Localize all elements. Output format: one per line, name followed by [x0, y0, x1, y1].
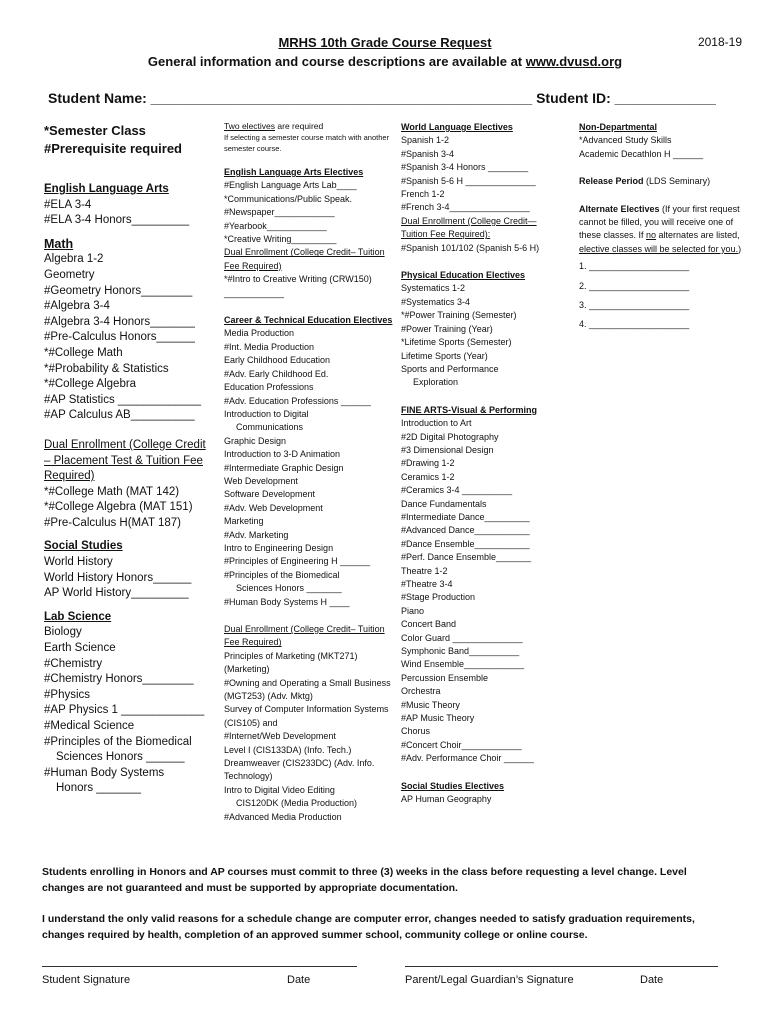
course-item[interactable]: #AP Physics 1 _____________: [44, 704, 205, 717]
world-language-dual-item[interactable]: #Spanish 101/102 (Spanish 5-6 H): [401, 242, 540, 253]
course-item[interactable]: Sports and Performance: [401, 363, 499, 374]
cte-list: [224, 327, 394, 609]
course-item[interactable]: Communications: [236, 422, 304, 433]
course-item[interactable]: Chorus: [401, 726, 431, 737]
student-date-label: Date: [287, 974, 311, 986]
course-item[interactable]: #Chemistry: [44, 657, 103, 670]
parent-signature-label: Parent/Legal Guardian’s Signature: [405, 974, 574, 986]
student-signature-label: Student Signature: [42, 974, 131, 986]
course-item[interactable]: #Adv. Education Professions ______: [224, 395, 371, 406]
student-info-line: [48, 90, 716, 106]
course-item[interactable]: #Principles of Engineering H ______: [224, 556, 371, 567]
course-item[interactable]: #2D Digital Photography: [401, 431, 499, 442]
electives-column-1: [224, 121, 394, 824]
non-departmental-column: [579, 121, 751, 338]
two-electives-heading: Two electives: [224, 121, 276, 131]
non-departmental-heading: Non-Departmental: [579, 122, 658, 132]
alternate-electives-note: [579, 203, 751, 257]
semester-match-note: If selecting a semester course match with another semester course.: [224, 133, 390, 153]
course-item[interactable]: *#College Algebra: [44, 378, 137, 391]
course-item[interactable]: #Human Body Systems H ____: [224, 596, 350, 607]
course-item[interactable]: #Adv. Marketing: [224, 529, 289, 540]
course-item[interactable]: Spanish 1-2: [401, 135, 450, 146]
course-item[interactable]: Piano: [401, 605, 425, 616]
course-item[interactable]: Symphonic Band__________: [401, 646, 520, 657]
course-item[interactable]: #Pre-Calculus H(MAT 187): [44, 516, 181, 529]
social-studies-electives-heading: Social Studies Electives: [401, 780, 505, 791]
student-name-field[interactable]: Student Name: _________________________________________________: [48, 90, 533, 106]
course-item[interactable]: #Advanced Media Production: [224, 811, 342, 822]
ela-electives-list: [224, 179, 394, 246]
course-item[interactable]: #English Language Arts Lab____: [224, 180, 357, 191]
course-item[interactable]: #AP Music Theory: [401, 713, 475, 724]
electives-column-2: [401, 121, 561, 807]
course-item[interactable]: Dreamweaver (CIS233DC) (Adv. Info. Technology): [224, 758, 375, 782]
core-courses-column: [44, 122, 214, 797]
course-item[interactable]: #Human Body Systems: [44, 766, 165, 779]
course-item[interactable]: #Newspaper____________: [224, 207, 335, 218]
pe-list: [401, 282, 561, 389]
math-list: [44, 252, 214, 424]
dual-enrollment-list: [44, 485, 214, 532]
course-item[interactable]: Dance Fundamentals: [401, 498, 487, 509]
course-item[interactable]: #Adv. Early Childhood Ed.: [224, 368, 329, 379]
lab-science-heading: Lab Science: [44, 610, 112, 623]
course-item[interactable]: ____________: [224, 287, 285, 298]
course-item[interactable]: #Spanish 5-6 H ______________: [401, 175, 536, 186]
course-item[interactable]: Ceramics 1-2: [401, 471, 455, 482]
world-language-heading: World Language Electives: [401, 122, 513, 132]
cte-dual-list: [224, 650, 394, 824]
course-item[interactable]: Percussion Ensemble: [401, 672, 489, 683]
course-item[interactable]: *#Power Training (Semester): [401, 310, 517, 321]
course-item[interactable]: Web Development: [224, 475, 298, 486]
ela-list: [44, 198, 214, 229]
course-item[interactable]: CIS120DK (Media Production): [236, 798, 358, 809]
legend-semester: *Semester Class: [44, 123, 146, 138]
course-item[interactable]: Education Professions: [224, 382, 314, 393]
alt-no: no: [646, 230, 657, 241]
alternate-elective-line[interactable]: 1. ____________________: [579, 261, 690, 272]
course-item[interactable]: *#College Algebra (MAT 151): [44, 501, 193, 514]
course-item[interactable]: *Lifetime Sports (Semester): [401, 337, 512, 348]
release-period[interactable]: [579, 175, 751, 188]
course-item[interactable]: Introduction to Digital: [224, 408, 309, 419]
fine-arts-list: [401, 417, 561, 766]
student-id-field[interactable]: Student ID: _____________: [532, 90, 716, 106]
two-electives-note: [224, 121, 394, 132]
course-item[interactable]: Algebra 1-2: [44, 253, 104, 266]
honors-notice: Students enrolling in Honors and AP courses must commit to three (3) weeks in the class before requesting a level change. Level changes are not guaranteed and must be supported by appropriate documentation.: [42, 866, 687, 894]
pe-heading: Physical Education Electives: [401, 270, 526, 281]
alt-text-2: alternates are listed,: [656, 230, 740, 241]
parent-date-label: Date: [640, 974, 664, 986]
cte-dual-heading: Dual Enrollment (College Credit– Tuition Fee Required): [224, 624, 385, 648]
course-item[interactable]: *#College Math (MAT 142): [44, 485, 180, 498]
course-item[interactable]: #Intermediate Graphic Design: [224, 462, 344, 473]
course-item[interactable]: Geometry: [44, 268, 95, 281]
world-language-dual-heading: Dual Enrollment (College Credit— Tuition Fee Required):: [401, 215, 537, 240]
course-item[interactable]: #Power Training (Year): [401, 323, 493, 334]
school-year: 2018-19: [697, 35, 742, 49]
course-item[interactable]: Earth Science: [44, 642, 116, 655]
course-item[interactable]: #Medical Science: [44, 720, 135, 732]
course-item[interactable]: #Pre-Calculus Honors______: [44, 331, 195, 344]
cte-heading: Career & Technical Education Electives: [224, 315, 393, 326]
alt-text-3: elective classes will be selected for you.: [579, 243, 739, 254]
course-item[interactable]: #AP Statistics _____________: [44, 393, 202, 406]
course-item[interactable]: #ELA 3-4 Honors_________: [44, 214, 190, 227]
release-period-label: Release Period: [579, 176, 644, 187]
course-item[interactable]: #Systematics 3-4: [401, 296, 471, 307]
course-item[interactable]: Theatre 1-2: [401, 565, 448, 576]
course-item[interactable]: #Stage Production: [401, 592, 476, 603]
course-item[interactable]: #AP Calculus AB__________: [44, 409, 195, 422]
course-item[interactable]: *Creative Writing_________: [224, 234, 337, 245]
course-item[interactable]: #ELA 3-4: [44, 198, 92, 211]
math-heading: Math: [44, 236, 74, 251]
ela-dual-list: [224, 273, 394, 300]
course-item[interactable]: #Theatre 3-4: [401, 579, 453, 589]
course-item[interactable]: Concert Band: [401, 619, 457, 630]
course-item[interactable]: *#College Math: [44, 346, 123, 359]
course-item[interactable]: Survey of Computer Information Systems (CIS105) and: [224, 704, 389, 728]
course-item[interactable]: Software Development: [224, 489, 316, 500]
course-item[interactable]: Early Childhood Education: [224, 355, 331, 366]
release-period-suffix: (LDS Seminary): [643, 176, 711, 187]
course-item[interactable]: Intro to Engineering Design: [224, 542, 334, 553]
course-item[interactable]: Principles of Marketing (MKT271): [224, 650, 358, 661]
course-item[interactable]: Media Production: [224, 328, 295, 339]
form-subtitle: [0, 54, 770, 69]
alternate-elective-line[interactable]: 4. ____________________: [579, 319, 690, 330]
course-item[interactable]: #3 Dimensional Design: [401, 444, 494, 455]
course-item[interactable]: Marketing: [224, 516, 264, 527]
form-title: MRHS 10th Grade Course Request: [278, 35, 492, 50]
alternate-elective-line[interactable]: 2. ____________________: [579, 280, 690, 291]
legend-prerequisite: #Prerequisite required: [44, 141, 182, 156]
course-item[interactable]: Academic Decathlon H ______: [579, 148, 704, 159]
course-item[interactable]: #Spanish 3-4 Honors ________: [401, 162, 529, 173]
course-item[interactable]: Exploration: [413, 377, 459, 388]
course-item[interactable]: #Geometry Honors________: [44, 284, 193, 297]
course-item[interactable]: #Perf. Dance Ensemble_______: [401, 552, 532, 563]
course-item[interactable]: World History Honors______: [44, 571, 192, 584]
valid-reasons-notice: I understand the only valid reasons for a schedule change are computer error, changes needed to satisfy graduation requirements, changes required by health, completion of an approved summer school, community college or online course.: [42, 913, 695, 941]
course-item[interactable]: #Adv. Web Development: [224, 502, 323, 513]
alt-text-4: ): [738, 243, 742, 254]
alternate-electives-label: Alternate Electives: [579, 203, 660, 214]
social-studies-list: [44, 555, 214, 602]
course-item[interactable]: #Spanish 3-4: [401, 148, 455, 159]
subtitle-text: General information and course descriptions are available at: [147, 54, 526, 69]
course-item[interactable]: Sciences Honors ______: [56, 751, 185, 764]
social-studies-heading: Social Studies: [44, 540, 123, 553]
course-item[interactable]: Introduction to 3-D Animation: [224, 449, 341, 460]
course-item[interactable]: Systematics 1-2: [401, 283, 466, 294]
course-item[interactable]: #Yearbook____________: [224, 220, 327, 231]
course-item[interactable]: *Communications/Public Speak.: [224, 193, 353, 204]
course-item[interactable]: #Chemistry Honors________: [44, 673, 194, 686]
ela-electives-heading: English Language Arts Electives: [224, 167, 364, 177]
course-item[interactable]: Honors _______: [56, 782, 142, 795]
course-item[interactable]: Graphic Design: [224, 435, 287, 446]
dual-enrollment-heading: Dual Enrollment (College Credit – Placement Test & Tuition Fee Required): [44, 438, 206, 483]
course-item[interactable]: #Concert Choir____________: [401, 739, 522, 750]
alt-text-1: (If your first request cannot be filled, you will receive one of these classes. If: [579, 203, 740, 241]
course-item[interactable]: Color Guard ______________: [401, 632, 523, 643]
alternate-lines: [579, 260, 751, 332]
course-item[interactable]: #Owning and Operating a Small Business (MGT253) (Adv. Mktg): [224, 677, 391, 702]
course-item[interactable]: (Marketing): [224, 664, 270, 675]
course-item[interactable]: #Internet/Web Development: [224, 731, 336, 742]
parent-signature-line[interactable]: [405, 966, 718, 967]
course-item[interactable]: #Drawing 1-2: [401, 458, 455, 469]
alternate-elective-line[interactable]: 3. ____________________: [579, 300, 690, 311]
course-item[interactable]: *#Probability & Statistics: [44, 362, 169, 375]
course-item[interactable]: #Principles of the Biomedical: [44, 735, 192, 748]
fine-arts-heading: FINE ARTS-Visual & Performing: [401, 404, 538, 415]
course-item[interactable]: AP World History_________: [44, 587, 189, 600]
world-language-list: [401, 134, 561, 214]
course-item[interactable]: #Advanced Dance___________: [401, 525, 530, 536]
social-studies-electives-list: [401, 793, 561, 806]
course-item[interactable]: #Music Theory: [401, 699, 460, 710]
course-item[interactable]: #Principles of the Biomedical: [224, 569, 340, 580]
non-departmental-list: [579, 134, 751, 161]
course-item[interactable]: #Algebra 3-4 Honors_______: [44, 315, 195, 328]
course-item[interactable]: Orchestra: [401, 686, 441, 697]
course-item[interactable]: Level I (CIS133DA) (Info. Tech.): [224, 744, 352, 755]
course-item[interactable]: Introduction to Art: [401, 418, 472, 429]
course-item[interactable]: *Advanced Study Skills: [579, 135, 672, 146]
course-item[interactable]: AP Human Geography: [401, 794, 492, 805]
course-item[interactable]: Intro to Digital Video Editing: [224, 784, 335, 795]
website-link[interactable]: www.dvusd.org: [525, 54, 623, 69]
course-item[interactable]: *#Intro to Creative Writing (CRW150): [224, 274, 372, 285]
course-item[interactable]: #Intermediate Dance_________: [401, 511, 530, 522]
ela-heading: English Language Arts: [44, 183, 169, 195]
course-item[interactable]: #Algebra 3-4: [44, 300, 110, 313]
student-signature-line[interactable]: [42, 966, 357, 967]
course-item[interactable]: Wind Ensemble____________: [401, 659, 525, 670]
course-item[interactable]: #Int. Media Production: [224, 341, 315, 352]
course-item[interactable]: #Physics: [44, 688, 91, 701]
lab-science-list: [44, 625, 214, 797]
course-item[interactable]: #Dance Ensemble___________: [401, 538, 530, 549]
two-electives-suffix: are required: [275, 121, 324, 131]
course-item[interactable]: Lifetime Sports (Year): [401, 350, 488, 361]
course-item[interactable]: #Ceramics 3-4 __________: [401, 485, 513, 496]
course-item[interactable]: Biology: [44, 626, 82, 639]
course-item[interactable]: World History: [44, 556, 113, 569]
ela-dual-heading: Dual Enrollment (College Credit– Tuition Fee Required): [224, 247, 385, 271]
course-item[interactable]: #French 3-4________________: [401, 202, 530, 213]
legend: [44, 122, 214, 158]
course-item[interactable]: #Adv. Performance Choir ______: [401, 753, 534, 764]
course-item[interactable]: Sciences Honors _______: [236, 583, 342, 594]
course-item[interactable]: French 1-2: [401, 189, 445, 200]
